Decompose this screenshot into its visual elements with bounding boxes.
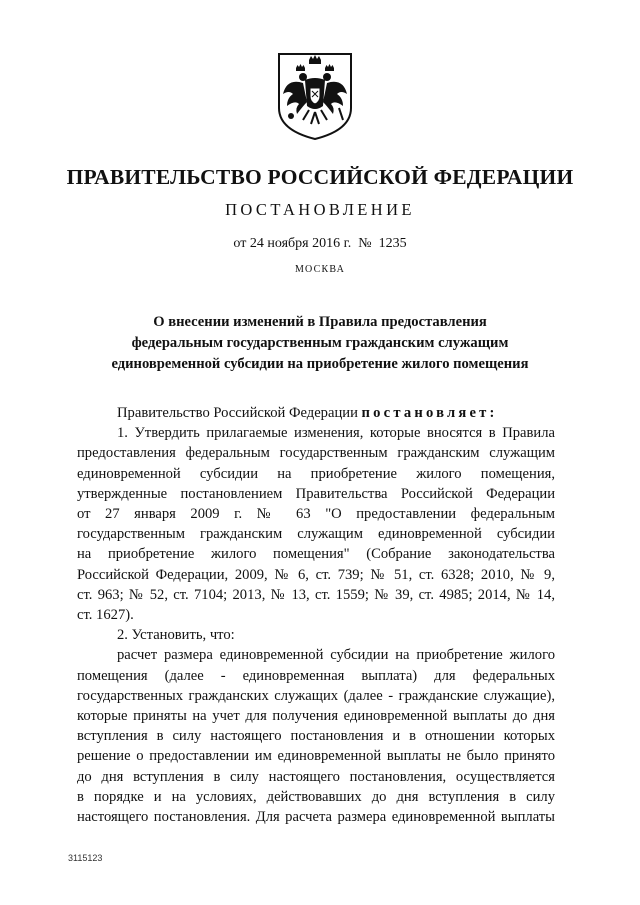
government-name: ПРАВИТЕЛЬСТВО РОССИЙСКОЙ ФЕДЕРАЦИИ: [66, 165, 574, 189]
paragraph-1-line: утвержденные постановлением Правительства Российской Федерации: [77, 485, 555, 502]
intro-prefix: Правительство Российской Федерации: [117, 405, 358, 421]
paragraph-3-line: до дня вступления в силу настоящего постановления, осуществляется: [77, 768, 555, 785]
intro-verb: постановляет:: [361, 405, 498, 421]
paragraph-1-line: предоставления федеральным государственным гражданским служащим: [77, 445, 555, 462]
paragraph-1-line: 1. Утвердить прилагаемые изменения, которые вносятся в Правила: [117, 425, 555, 442]
paragraph-3-line: решение о предоставлении им единовременной выплаты не было принято: [77, 748, 555, 765]
paragraph-3-line: которые приняты на учет для получения единовременной выплаты до дня: [77, 708, 555, 725]
title-line: О внесении изменений в Правила предоставления: [153, 314, 487, 330]
paragraph-1-line: государственным гражданским служащим единовременной субсидии: [77, 526, 555, 543]
paragraph-3-line: расчет размера единовременной субсидии на приобретение жилого: [117, 647, 555, 664]
date-and-number: от 24 ноября 2016 г. № 1235: [233, 236, 407, 251]
paragraph-3-line: государственных гражданских служащих (далее - гражданские служащие),: [77, 687, 555, 704]
paragraph-1-line: единовременной субсидии на приобретение жилого помещения,: [77, 465, 555, 482]
document-type: ПОСТАНОВЛЕНИЕ: [225, 200, 415, 219]
paragraph-2: 2. Установить, что:: [117, 627, 235, 644]
document-title: [80, 312, 560, 375]
paragraph-1-line: Российской Федерации, 2009, № 6, ст. 739; № 51, ст. 6328; 2010, № 9,: [77, 566, 555, 583]
paragraph-3-line: в порядке и на условиях, действовавших до дня вступления в силу: [77, 788, 555, 805]
paragraph-1-line: ст. 963; № 52, ст. 7104; 2013, № 13, ст. 1559; № 39, ст. 4985; 2014, № 14,: [77, 586, 555, 603]
paragraph-3-line: настоящего постановления. Для расчета размера единовременной выплаты: [77, 809, 555, 826]
intro-paragraph: [77, 403, 555, 423]
title-line: единовременной субсидии на приобретение жилого помещения: [111, 356, 529, 372]
paragraph-1-line: на приобретение жилого помещения" (Собрание законодательства: [77, 546, 555, 563]
coat-of-arms-icon: [273, 50, 357, 142]
paragraph-1-line: ст. 1627).: [77, 607, 134, 624]
paragraph-3-line: помещения (далее - единовременная выплата) для федеральных: [77, 667, 555, 684]
paragraph-1-line: от 27 января 2009 г. № 63 "О предоставлении федеральным: [77, 506, 555, 523]
paragraph-3-line: вступления в силу настоящего постановления и в отношении которых: [77, 728, 555, 745]
title-line: федеральным государственным гражданским служащим: [131, 335, 509, 351]
document-body: [77, 403, 555, 827]
document-code: 3115123: [68, 853, 103, 863]
city: МОСКВА: [294, 264, 346, 275]
